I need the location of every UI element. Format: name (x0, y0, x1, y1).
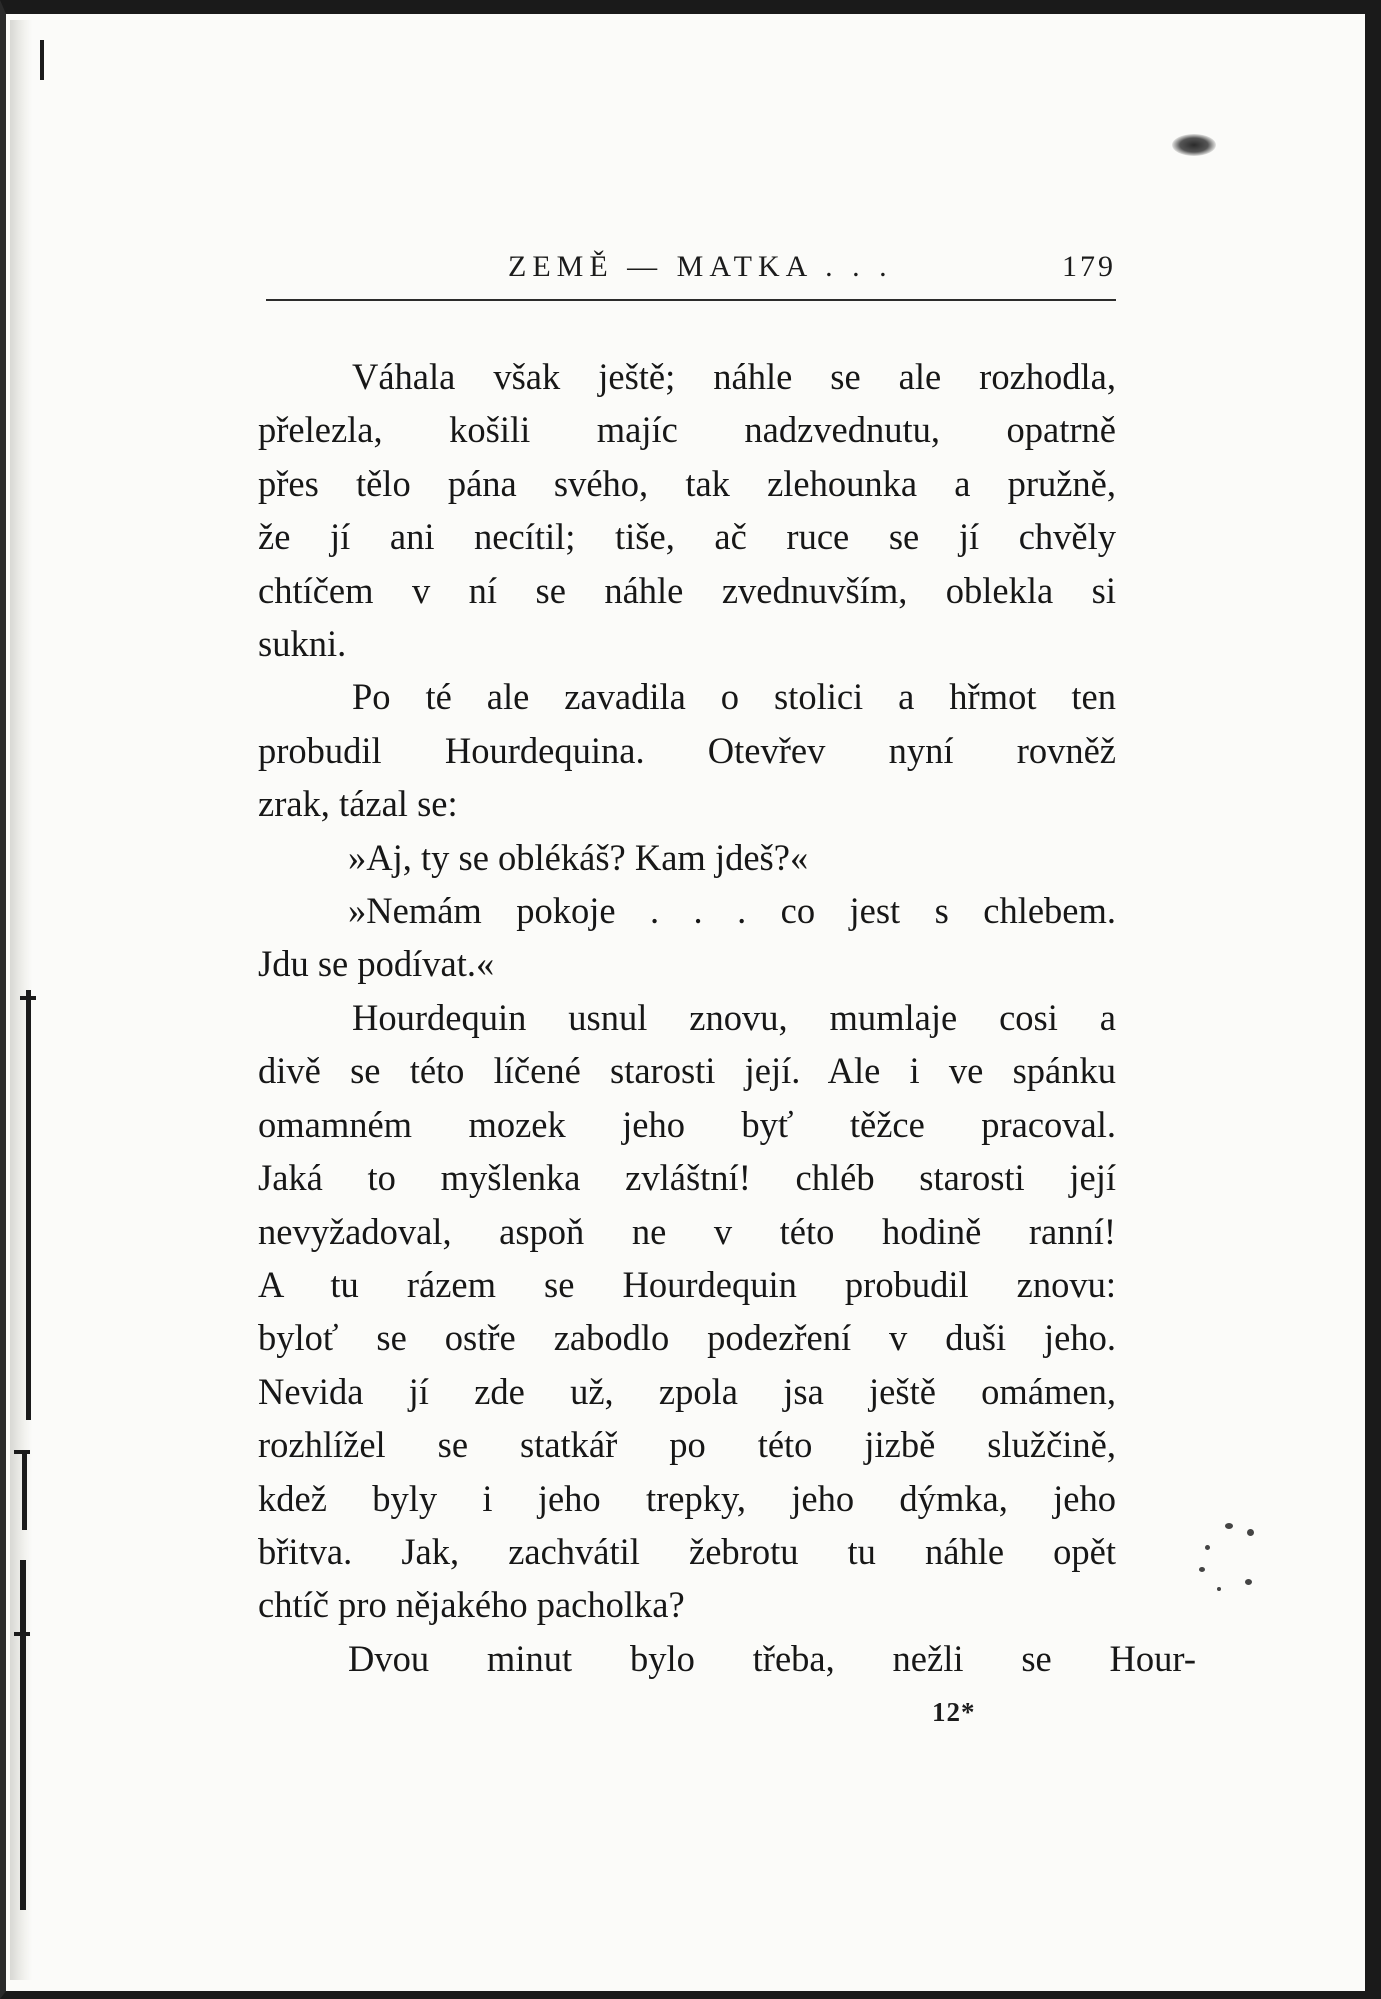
text-line: Váhala však ještě; náhle se ale rozhodla, (352, 356, 1116, 397)
text-line: Jdu se podívat.« (258, 943, 495, 985)
page-number: 179 (1062, 250, 1116, 283)
text-line: »Aj, ty se oblékáš? Kam jdeš?« (348, 836, 809, 878)
binding-tick (20, 996, 36, 1000)
text-line: kdež byly i jeho trepky, jeho dýmka, jeho (258, 1477, 1116, 1519)
text-line: A tu rázem se Hourdequin probudil znovu: (258, 1263, 1116, 1305)
binding-tick (14, 1632, 30, 1636)
text-line: divě se této líčené starosti její. Ale i ve spánku (258, 1050, 1116, 1092)
body-text (258, 350, 1196, 1685)
text-line: chtíč pro nějakého pacholka? (258, 1584, 685, 1626)
text-line: byloť se ostře zabodlo podezření v duši jeho. (258, 1317, 1116, 1359)
text-line: chtíčem v ní se náhle zvednuvším, oblekla si (258, 569, 1116, 611)
text-line: Po té ale zavadila o stolici a hřmot ten (352, 676, 1116, 718)
text-line: Jaká to myšlenka zvláštní! chléb starosti její (258, 1157, 1116, 1199)
text-line: Hourdequin usnul znovu, mumlaje cosi a (352, 996, 1116, 1038)
text-line: přes tělo pána svého, tak zlehounka a pružně, (258, 462, 1116, 504)
binding-mark (40, 40, 44, 80)
text-line: probudil Hourdequina. Otevřev nyní rovněž (258, 729, 1116, 771)
text-line: Nevida jí zde už, zpola jsa ještě omámen, (258, 1370, 1116, 1412)
ink-smudge (1172, 134, 1216, 156)
signature-mark: 12* (932, 1697, 976, 1727)
binding-mark (20, 1560, 26, 1910)
text-line: nevyžadoval, aspoň ne v této hodině ranní! (258, 1210, 1116, 1252)
text-line: »Nemám pokoje . . . co jest s chlebem. (348, 890, 1116, 932)
running-head: ZEMĚ — MATKA . . . (508, 250, 893, 283)
text-line: Dvou minut bylo třeba, nežli se Hour- (348, 1637, 1196, 1679)
text-line: zrak, tázal se: (258, 783, 458, 825)
text-line: rozhlížel se statkář po této jizbě služčině, (258, 1424, 1116, 1466)
binding-mark (22, 1450, 27, 1530)
text-line: sukni. (258, 623, 347, 665)
text-line: že jí ani necítil; tiše, ač ruce se jí chvěly (258, 516, 1116, 558)
binding-mark (26, 990, 31, 1420)
text-line: přelezla, košili majíc nadzvednutu, opatrně (258, 409, 1116, 451)
text-line: břitva. Jak, zachvátil žebrotu tu náhle opět (258, 1530, 1116, 1572)
binding-tick (14, 1450, 30, 1454)
page-header (262, 250, 1116, 300)
text-line: omamném mozek jeho byť těžce pracoval. (258, 1103, 1116, 1145)
ink-specks (1195, 1515, 1275, 1605)
header-rule (266, 299, 1116, 301)
